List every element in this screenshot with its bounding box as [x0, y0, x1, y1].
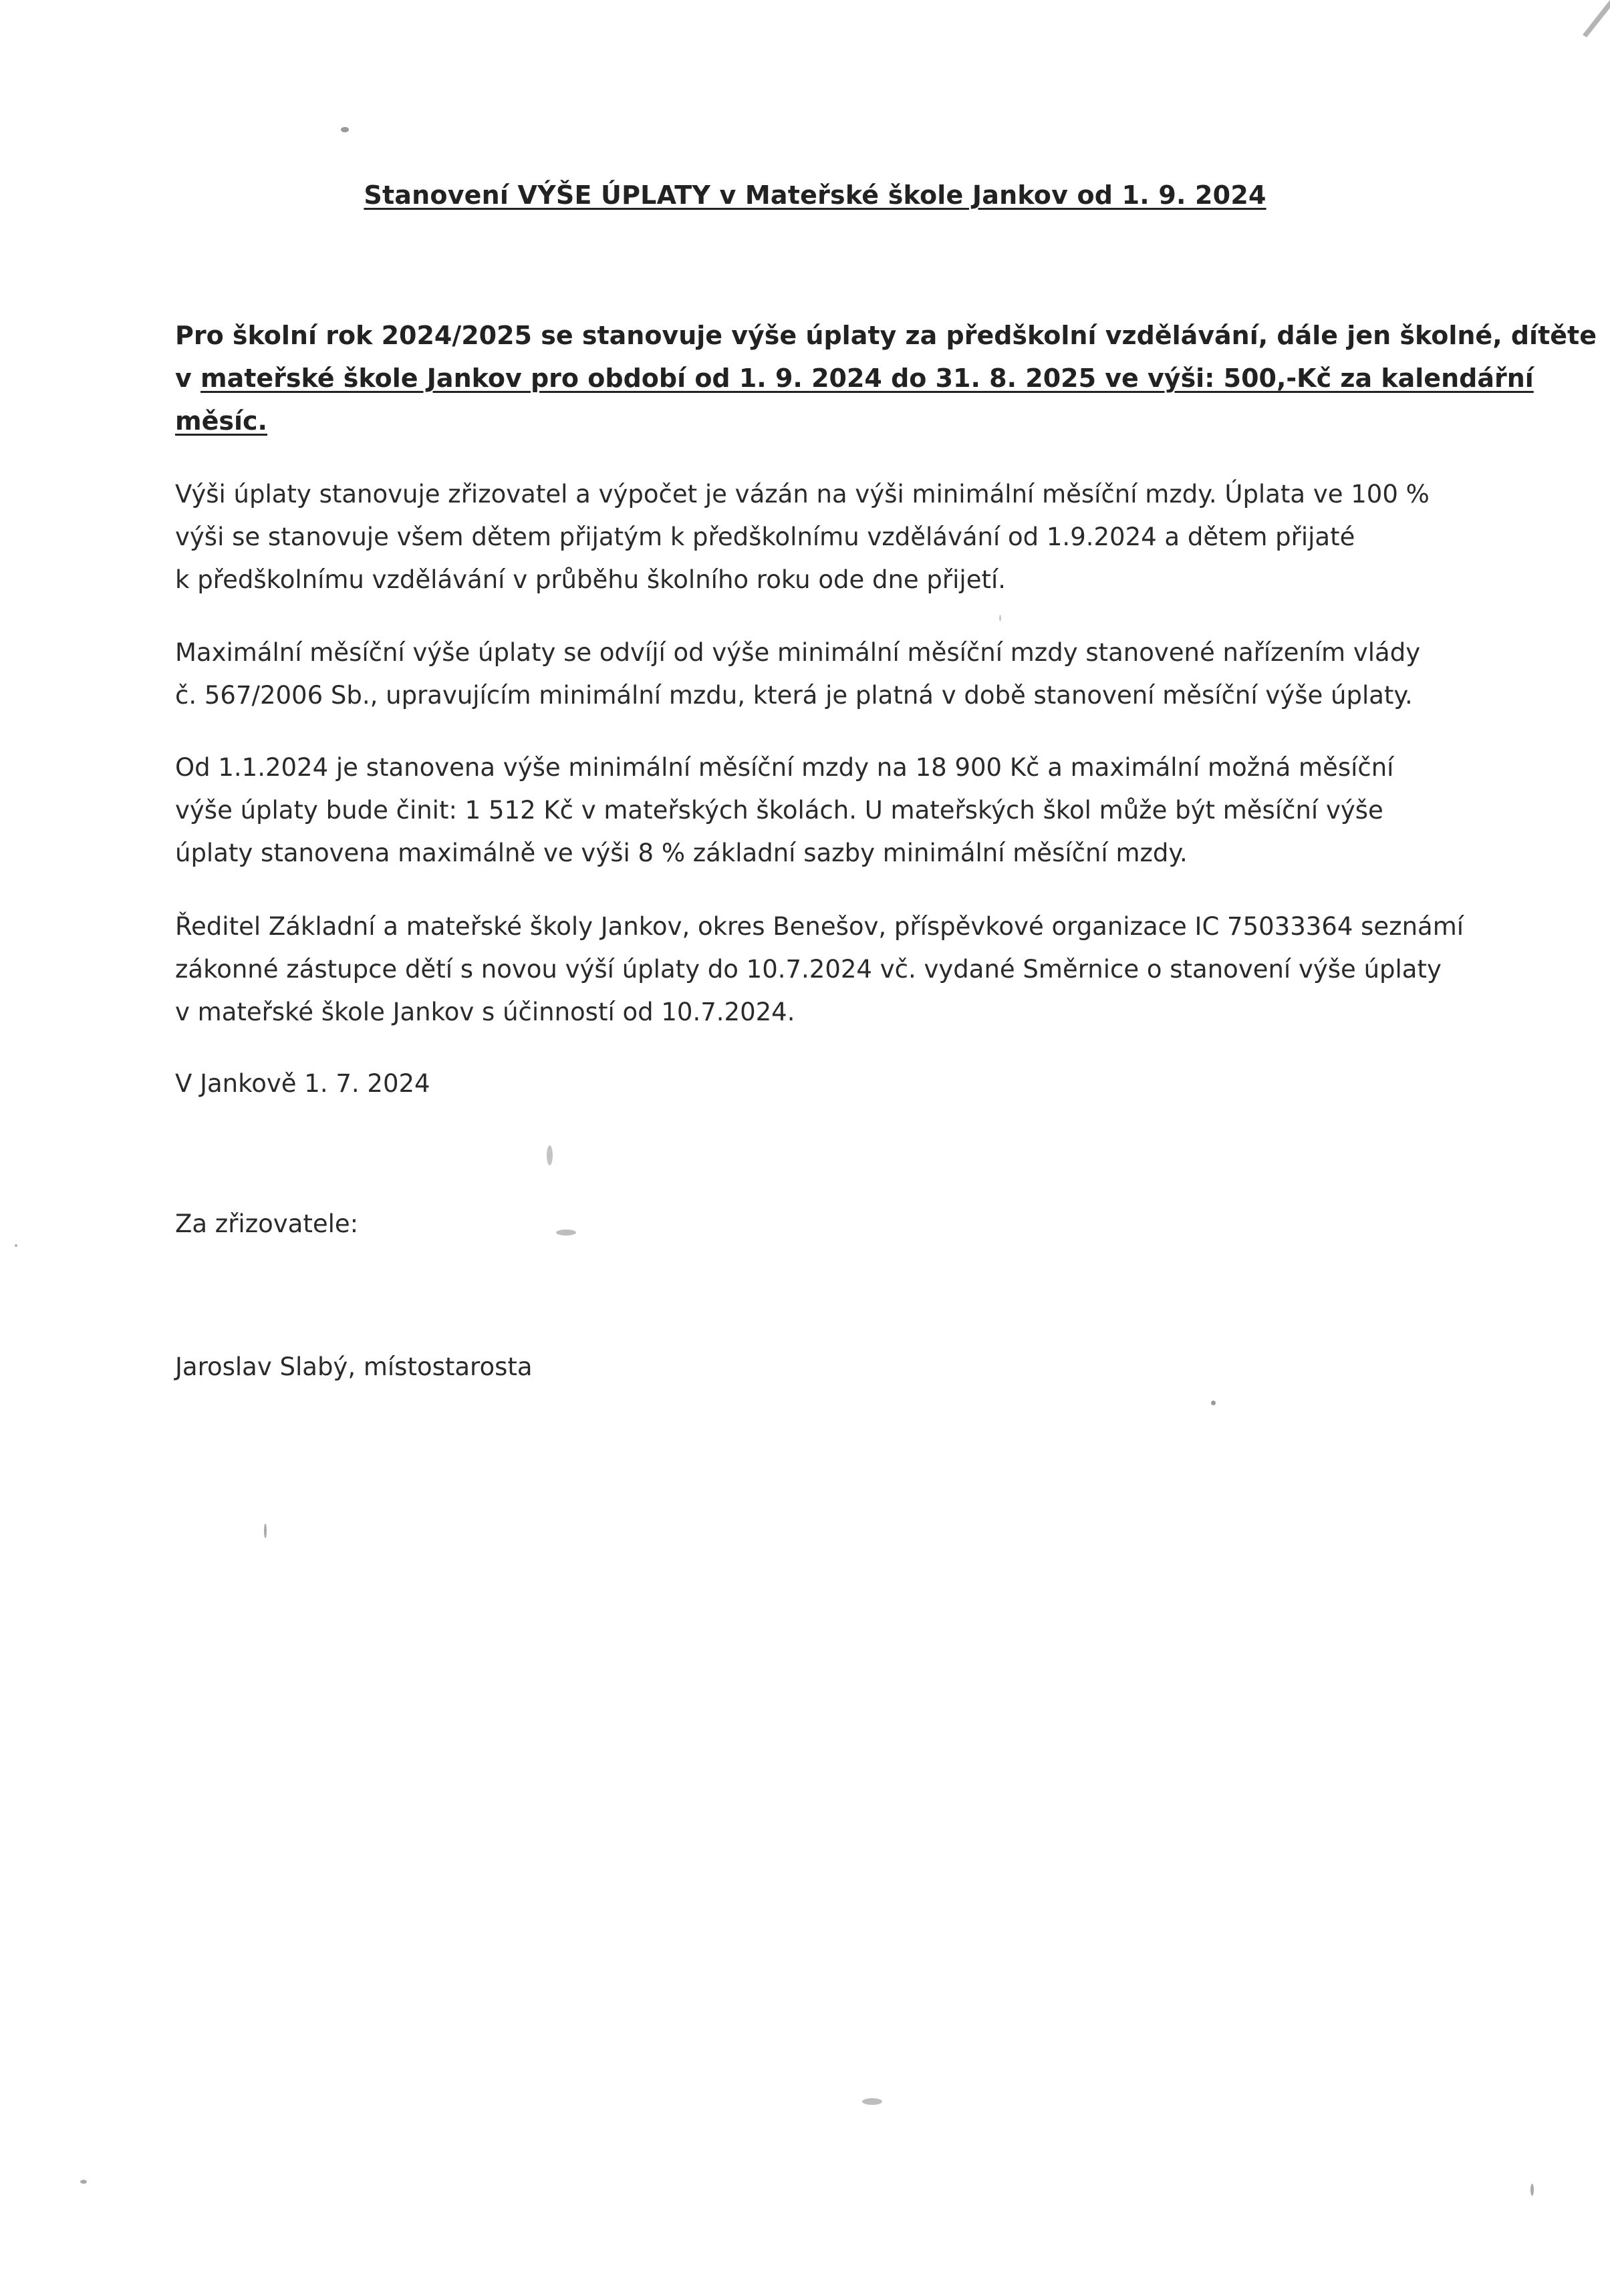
scan-speck [556, 1230, 576, 1236]
paragraph-director-line-3: v mateřské škole Jankov s účinností od 10.7.2024. [175, 998, 795, 1026]
place-date [175, 1062, 1445, 1105]
scan-speck [80, 2180, 87, 2184]
paragraph-fee-decision-underlined: mateřské škole Jankov pro období od 1. 9. 2024 do 31. 8. 2025 ve výši: 500,-Kč za kalendářní [200, 364, 1534, 393]
scan-speck [15, 1244, 17, 1247]
paragraph-fee-decision-line-1: Pro školní rok 2024/2025 se stanovuje výše úplaty za předškolní vzdělávání, dále jen školné, dítěte [175, 321, 1597, 350]
scan-speck [999, 615, 1001, 621]
paragraph-minimum-wage [175, 746, 1445, 875]
scan-speck [264, 1524, 267, 1538]
paragraph-minimum-wage-line-3: úplaty stanovena maximálně ve výši 8 % základní sazby minimální měsíční mzdy. [175, 839, 1188, 867]
paragraph-founder-line-2: výši se stanovuje všem dětem přijatým k předškolnímu vzdělávání od 1.9.2024 a dětem přijaté [175, 523, 1355, 551]
paragraph-founder-line-1: Výši úplaty stanovuje zřizovatel a výpočet je vázán na výši minimální měsíční mzdy. Úplata ve 100 % [175, 480, 1430, 509]
paragraph-fee-decision-underlined-end: měsíc. [175, 406, 267, 436]
paragraph-director [175, 905, 1464, 1034]
paragraph-fee-decision-line-2 [175, 357, 1534, 400]
signatory [175, 1346, 1445, 1389]
paragraph-fee-decision-prefix: v [175, 364, 200, 393]
scan-speck [862, 2098, 882, 2105]
place-date-text: V Jankově 1. 7. 2024 [175, 1069, 430, 1098]
on-behalf-label [175, 1203, 1445, 1246]
signatory-text: Jaroslav Slabý, místostarosta [175, 1352, 533, 1381]
paragraph-maximum-line-1: Maximální měsíční výše úplaty se odvíjí od výše minimální měsíční mzdy stanovené nařízením vlády [175, 638, 1421, 667]
scan-speck [1530, 2184, 1534, 2196]
paragraph-founder [175, 473, 1445, 601]
scan-speck [341, 127, 349, 132]
document-title-text: Stanovení VÝŠE ÚPLATY v Mateřské škole Jankov od 1. 9. 2024 [364, 180, 1266, 210]
on-behalf-text: Za zřizovatele: [175, 1209, 359, 1238]
scan-corner-mark [1577, 0, 1610, 40]
paragraph-director-line-2: zákonné zástupce dětí s novou výší úplaty do 10.7.2024 vč. vydané Směrnice o stanovení výše úplaty [175, 955, 1442, 984]
paragraph-maximum [175, 631, 1445, 717]
paragraph-director-line-1: Ředitel Základní a mateřské školy Jankov, okres Benešov, příspěvkové organizace IC 75033364 seznámí [175, 912, 1464, 941]
paragraph-fee-decision [175, 314, 1597, 442]
paragraph-minimum-wage-line-2: výše úplaty bude činit: 1 512 Kč v mateřských školách. U mateřských škol může být měsíční výše [175, 796, 1383, 825]
paragraph-founder-line-3: k předškolnímu vzdělávání v průběhu školního roku ode dne přijetí. [175, 565, 1007, 594]
paragraph-maximum-line-2: č. 567/2006 Sb., upravujícím minimální mzdu, která je platná v době stanovení měsíční výše úplaty. [175, 681, 1413, 710]
scan-speck [547, 1145, 553, 1165]
paragraph-minimum-wage-line-1: Od 1.1.2024 je stanovena výše minimální měsíční mzdy na 18 900 Kč a maximální možná měsíční [175, 753, 1394, 782]
paragraph-fee-decision-line-3 [175, 400, 1445, 442]
scan-speck [1211, 1401, 1216, 1405]
document-title [0, 175, 1610, 215]
